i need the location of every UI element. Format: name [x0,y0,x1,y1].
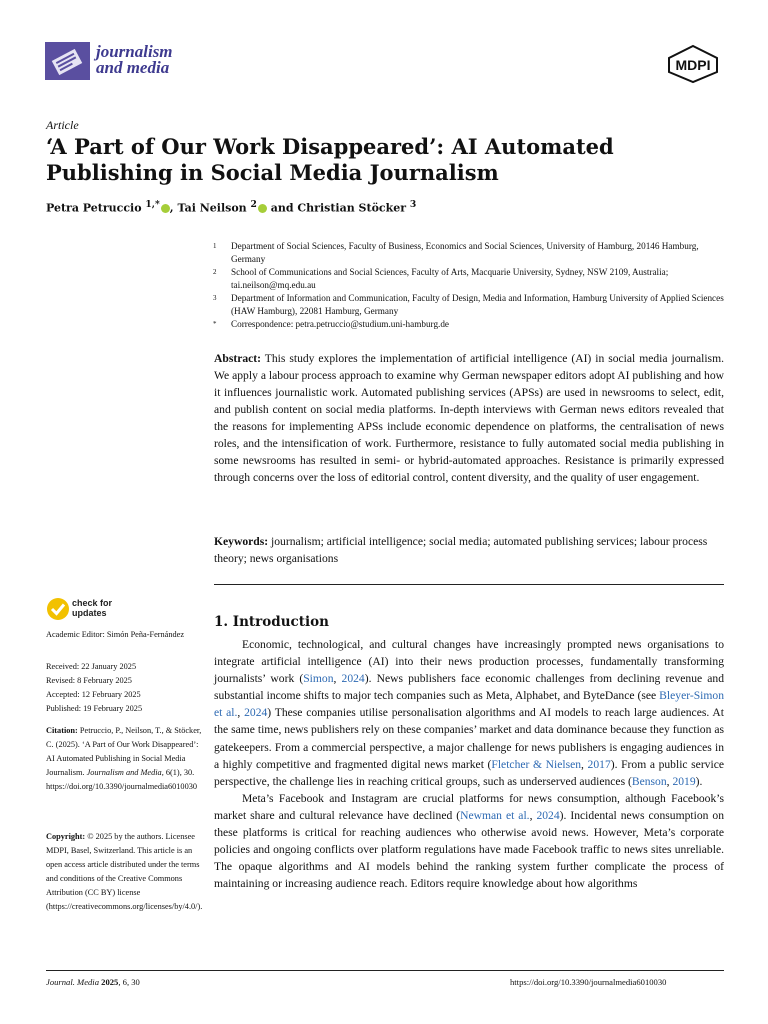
citation [46,724,206,794]
intro-body [214,636,724,892]
affiliation-number: 1 [213,242,217,250]
abstract [214,350,724,486]
affiliation-item [213,292,728,318]
mdpi-logo[interactable] [665,44,721,84]
author-sup: 2 [250,199,257,210]
paragraph [214,790,724,893]
copyright-text: © 2025 by the authors. Licensee MDPI, Basel, Switzerland. This article is an open access article distributed under the terms and conditions of the Creative Commons Attribution (CC BY) license (https://creativecommons.org/licenses/by/4.0/). [46,832,203,911]
academic-editor: Academic Editor: Simón Peña-Fernández [46,630,185,639]
affiliation-number: * [213,320,217,328]
affiliation-number: 2 [213,268,217,276]
affiliations [213,240,728,331]
text-run: ) These companies utilise personalisation algorithms and AI models to reach large audiences. At the same time, news publishers rely on these companies’ market and data dominance because they function as gatekeepers. From a commercial perspective, a major challenge for news publishers is engaging audiences in a highly competitive and fragmented digital news market ( [214,706,725,771]
citation-text: Petruccio, P., Neilson, T., & Stöcker, C. (2025). ‘A Part of Our Work Disappeared’: AI Automated Publishing in Social Media Journalism. [46,726,202,777]
citation-link[interactable]: 2017 [587,757,611,771]
footer-volume: , 6, 30 [118,977,140,987]
footer-journal: Journal. Media [46,977,99,987]
abstract-label: Abstract: [214,352,262,365]
paragraph [214,636,724,790]
author-name[interactable]: Christian Stöcker [297,201,407,215]
copyright [46,830,206,914]
text-run: ). [695,774,703,788]
author-name[interactable]: Petra Petruccio [46,201,142,215]
author-sup: 1,* [145,199,160,210]
date-received: Received: 22 January 2025 [46,662,137,671]
citation-link[interactable]: Simon [303,672,334,686]
affiliation-text: Department of Information and Communication, Faculty of Design, Media and Information, Hamburg University of Applied Sciences (HAW Hamburg), 22081 Hamburg, Germany [231,293,724,316]
text-run: , [529,808,537,822]
orcid-icon[interactable] [258,204,267,213]
affiliation-text: School of Communications and Social Sciences, Faculty of Arts, Macquarie University, Sydney, NSW 2109, Australia; tai.neilson@mq.edu.au [231,267,669,290]
text-run: , [237,706,245,720]
footer-doi[interactable]: https://doi.org/10.3390/journalmedia6010030 [510,977,667,987]
dates [46,660,206,716]
check-updates-icon [46,597,70,621]
footer-year: 2025 [101,977,119,987]
citation-link[interactable]: Newman et al. [460,808,530,822]
date-accepted: Accepted: 12 February 2025 [46,690,141,699]
author-name[interactable]: Tai Neilson [177,201,247,215]
section-heading: 1. Introduction [214,614,329,630]
text-run: , [581,757,588,771]
check-updates-line1: check for [72,598,113,608]
journal-name-line2: and media [96,58,170,77]
citation-doi[interactable]: , 6(1), 30. https://doi.org/10.3390/journalmedia6010030 [46,768,198,791]
citation-link[interactable]: 2024 [244,706,268,720]
citation-link[interactable]: Benson [631,774,667,788]
citation-link[interactable]: 2024 [536,808,560,822]
author-conjunction: and [270,201,294,215]
citation-link[interactable]: Fletcher & Nielsen [491,757,582,771]
affiliation-item [213,318,728,331]
text-run: Economic, technological, and cultural changes have increasingly prompted news organisations to integrate artificial intelligence (AI) into their news production processes, fundamentally transforming journalists’ work ( [214,638,724,686]
journal-logo [45,42,90,80]
journal-name[interactable] [96,44,173,76]
text-run: ). Incidental news consumption on these platforms is critical for reaching audiences who otherwise avoid news. However, Meta’s corporate policies and ongoing conflicts over platform regulations have made Facebook traffic to news sites unreliable. The opaque algorithms and AI models behind the ranking system further complicate the process of maintaining or increasing audience reach. Editors require knowledge about how algorithms [214,808,725,891]
text-run: ). From a public service perspective, the challenge lies in reaching critical groups, such as underserved audiences ( [214,757,724,788]
orcid-icon[interactable] [161,204,170,213]
keywords [214,533,724,567]
check-updates-line2: updates [72,608,107,618]
text-run: Meta’s Facebook and Instagram are crucial platforms for news consumption, although Facebook’s market share and cultural relevance have declined ( [214,791,724,822]
journal-name-line1: journalism [96,42,173,61]
page-title: ‘A Part of Our Work Disappeared’: AI Automated Publishing in Social Media Journalism [46,134,614,185]
check-for-updates-button[interactable] [46,597,176,621]
keywords-text: journalism; artificial intelligence; social media; automated publishing services; labour process theory; news organisations [214,535,708,565]
footer-divider [46,970,724,971]
citation-link[interactable]: 2019 [672,774,696,788]
footer-citation [46,977,140,987]
mdpi-text: MDPI [675,57,711,73]
date-revised: Revised: 8 February 2025 [46,676,132,685]
copyright-label: Copyright: [46,832,86,841]
citation-journal: Journalism and Media [86,768,162,777]
keywords-label: Keywords: [214,535,269,548]
article-type: Article [46,118,79,132]
affiliation-text: Department of Social Sciences, Faculty of Business, Economics and Social Sciences, University of Hamburg, 20146 Hamburg, Germany [231,241,699,264]
text-run: , [333,672,342,686]
citation-link[interactable]: 2024 [341,672,365,686]
citation-link[interactable]: Bleyer-Simon et al. [214,689,724,720]
date-published: Published: 19 February 2025 [46,704,143,713]
affiliation-item [213,266,728,292]
author-list: Petra Petruccio $^{1,*}$ , Tai Neilson $^2$ and Christian Stöcker $^3$ [46,199,417,215]
text-run: ). News publishers face economic challenges from declining revenue and substantial income shifts to major tech companies such as Meta, Alphabet, and ByteDance (see [214,672,724,703]
divider [214,584,724,585]
affiliation-item [213,240,728,266]
citation-label: Citation: [46,726,78,735]
affiliation-number: 3 [213,294,217,302]
author-sup: 3 [409,199,417,210]
correspondence-email[interactable]: Correspondence: petra.petruccio@studium.uni-hamburg.de [231,319,450,329]
text-run: , [666,774,673,788]
abstract-text: This study explores the implementation of artificial intelligence (AI) in social media journalism. We apply a labour process approach to examine why German newspaper editors adopt AI publishing and how it influences journalistic work. Automated publishing services (APSs) are used in newsrooms to select, edit, and publish content on social media platforms. In-depth interviews with German news editors revealed that the reasons for implementing APSs include economic dependence on platforms, the centralisation of news roles, and the intensification of work. Furthermore, resistance to fully automated social media publishing in some newsrooms has resulted in semi- or hybrid-automated approaches. Resistance is primarily expressed through concerns over the loss of editorial control, content diversity, and the quality of user engagement. [214,352,724,484]
